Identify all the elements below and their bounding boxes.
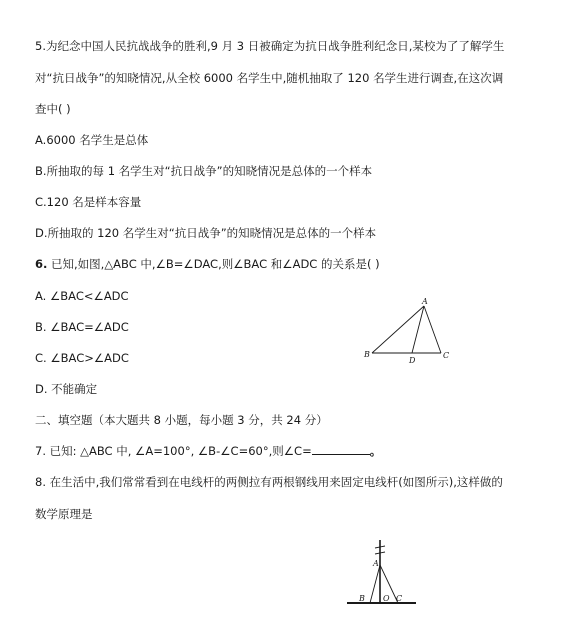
q6-option-b: B. ∠BAC=∠ADC: [35, 320, 129, 334]
label-o: O: [383, 594, 390, 603]
q5-stem-line3: 查中( ): [35, 102, 71, 116]
label-b: B: [364, 350, 370, 359]
q5-option-c: C.120 名是样本容量: [35, 195, 142, 209]
q5-option-d: D.所抽取的 120 名学生对“抗日战争”的知晓情况是总体的一个样本: [35, 226, 377, 240]
q6-stem-text: 已知,如图,△ABC 中,∠B=∠DAC,则∠BAC 和∠ADC 的关系是( ): [51, 257, 380, 271]
label-b: B: [359, 594, 365, 603]
label-a: A: [422, 297, 428, 306]
q6-option-a: A. ∠BAC<∠ADC: [35, 289, 129, 303]
utility-pole-figure: [344, 538, 424, 610]
q7-answer-blank[interactable]: [312, 443, 370, 455]
q8-stem-line2: 数学原理是: [35, 507, 93, 521]
q7-end: 。: [369, 444, 382, 458]
q5-stem-line1: 5.为纪念中国人民抗战战争的胜利,9 月 3 日被确定为抗日战争胜利纪念日,某校为了了解学生: [35, 39, 505, 53]
label-c: C: [396, 594, 403, 603]
label-a: A: [373, 559, 379, 568]
label-d: D: [409, 356, 416, 365]
q5-option-b: B.所抽取的每 1 名学生对“抗日战争”的知晓情况是总体的一个样本: [35, 164, 373, 178]
q7-stem: [35, 443, 381, 459]
label-c: C: [443, 351, 450, 360]
segment-ad: [412, 306, 424, 353]
q7-stem-text: 7. 已知: △ABC 中, ∠A=100°, ∠B-∠C=60°,则∠C=: [35, 444, 312, 458]
q6-option-c: C. ∠BAC>∠ADC: [35, 351, 129, 365]
q6-stem: [35, 256, 380, 272]
wire-left: [370, 565, 380, 603]
q5-option-a: A.6000 名学生是总体: [35, 133, 149, 147]
section-heading: 二、填空题（本大题共 8 小题，每小题 3 分，共 24 分）: [35, 413, 328, 427]
q6-option-d: D. 不能确定: [35, 382, 98, 396]
q5-stem-line2: 对“抗日战争”的知晓情况,从全校 6000 名学生中,随机抽取了 120 名学生进行调查,在这次调: [35, 71, 504, 85]
triangle-abc-figure: [360, 298, 460, 368]
q6-number: 6.: [35, 257, 48, 271]
side-ab: [372, 306, 424, 353]
side-ac: [424, 306, 441, 353]
q8-stem-line1: 8. 在生活中,我们常常看到在电线杆的两侧拉有两根钢线用来固定电线杆(如图所示),这样做的: [35, 475, 503, 489]
